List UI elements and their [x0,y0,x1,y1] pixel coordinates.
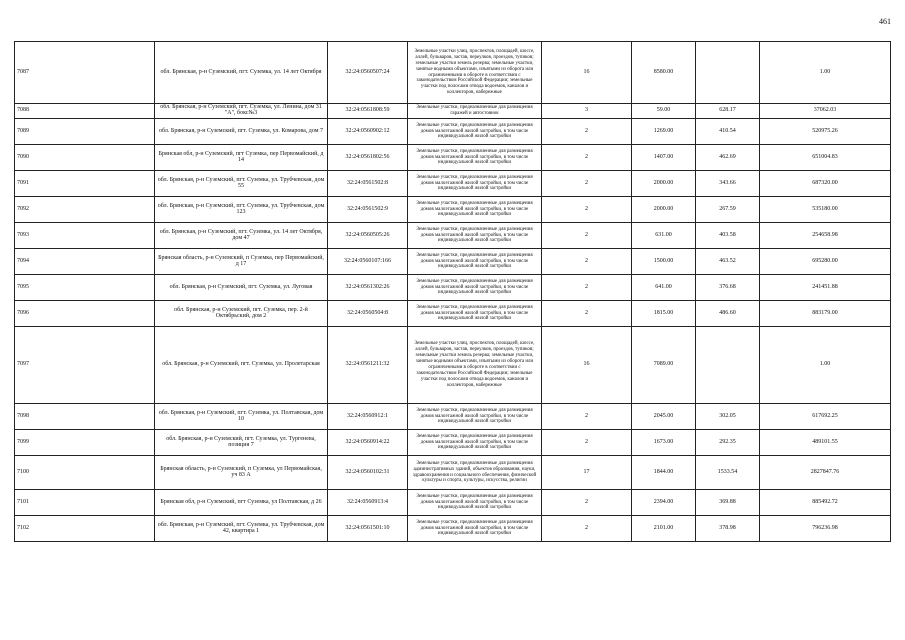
specific-value-cell: 369.88 [696,490,760,516]
area-cell: 8580.00 [632,42,696,104]
cadastral-value-cell: 1.00 [760,42,891,104]
cadastral-number-cell: 32:24:0560914:22 [328,430,408,456]
address-cell: обл. Брянская, р-н Суземский, пгт. Суземка, ул. 14 лет Октября [155,42,328,104]
cadastral-value-cell: 687320.00 [760,171,891,197]
group-number-cell: 2 [542,145,632,171]
group-number-cell: 17 [542,456,632,490]
cadastral-number-cell: 32:24:0561211:32 [328,327,408,404]
cadastral-number-cell: 32:24:0560912:1 [328,404,408,430]
row-number: 7093 [15,223,155,249]
cadastral-number-cell: 32:24:0561502:8 [328,171,408,197]
row-number: 7100 [15,456,155,490]
specific-value-cell: 267.59 [696,197,760,223]
land-category-cell: Земельные участки улиц, проспектов, площадей, шоссе, аллей, бульваров, застав, переулков, проездов, тупиков; земельные участки земель резерва; земельные участки, занятые водными объектами, изъятыми из оборота или ограниченными в обороте в соответствии с законодательством Российской Федерации; земельные участки под полосами отвода водоемов, каналов и коллекторов, набережные [408,327,542,404]
land-category-cell: Земельные участки, предназначенные для размещения домов малоэтажной жилой застройки, в том числе индивидуальной жилой застройки [408,145,542,171]
area-cell: 641.00 [632,275,696,301]
address-cell: обл. Брянская, р-н Суземский, пгт. Суземка, ул. Трубчевская, дом 123 [155,197,328,223]
address-cell: обл. Брянская, р-н Суземский, пгт. Суземка, пер. 2-й Октябрьский, дом 2 [155,301,328,327]
cadastral-number-cell: 32:24:0560102:31 [328,456,408,490]
cadastral-number-cell: 32:24:0561501:10 [328,516,408,542]
area-cell: 1269.00 [632,119,696,145]
table-row [15,104,891,119]
cadastral-number-cell: 32:24:0561502:9 [328,197,408,223]
land-category-cell: Земельные участки улиц, проспектов, площадей, шоссе, аллей, бульваров, застав, переулков, проездов, тупиков; земельные участки земель резерва; земельные участки, занятые водными объектами, изъятыми из оборота или ограниченными в обороте в соответствии с законодательством Российской Федерации; земельные участки под полосами отвода водоемов, каналов и коллекторов, набережные [408,42,542,104]
group-number-cell: 2 [542,171,632,197]
table-row [15,516,891,542]
land-category-cell: Земельные участки, предназначенные для размещения домов малоэтажной жилой застройки, в том числе индивидуальной жилой застройки [408,404,542,430]
land-register-table [14,41,891,542]
specific-value-cell: 343.66 [696,171,760,197]
row-number: 7094 [15,249,155,275]
cadastral-value-cell: 651004.83 [760,145,891,171]
land-category-cell: Земельные участки, предназначенные для размещения домов малоэтажной жилой застройки, в том числе индивидуальной жилой застройки [408,490,542,516]
group-number-cell: 3 [542,104,632,119]
land-category-cell: Земельные участки, предназначенные для размещения домов малоэтажной жилой застройки, в том числе индивидуальной жилой застройки [408,249,542,275]
row-number: 7099 [15,430,155,456]
table-body [15,42,891,542]
cadastral-number-cell: 32:24:0561808:59 [328,104,408,119]
group-number-cell: 16 [542,42,632,104]
cadastral-number-cell: 32:24:0561302:26 [328,275,408,301]
cadastral-number-cell: 32:24:0560902:12 [328,119,408,145]
table-row [15,197,891,223]
cadastral-number-cell: 32:24:0560505:26 [328,223,408,249]
land-category-cell: Земельные участки, предназначенные для размещения домов малоэтажной жилой застройки, в том числе индивидуальной жилой застройки [408,171,542,197]
area-cell: 2000.00 [632,197,696,223]
specific-value-cell: 410.54 [696,119,760,145]
land-category-cell: Земельные участки, предназначенные для размещения гаражей и автостоянок [408,104,542,119]
address-cell: Брянская обл, р-н Суземский, пгт Суземка, ул Полтавская, д 26 [155,490,328,516]
page-number: 461 [879,17,891,26]
address-cell: обл. Брянская, р-н Суземский, пгт. Суземка, ул. Трубчевская, дом 55 [155,171,328,197]
land-category-cell: Земельные участки, предназначенные для размещения административных зданий, объектов образования, науки, здравоохранения и социального обеспечения, физической культуры и спорта, культуры, искусства, религии [408,456,542,490]
table-row [15,490,891,516]
address-cell: обл. Брянская, р-н Суземский, пгт. Суземка, ул. 14 лет Октября, дом 47 [155,223,328,249]
specific-value-cell: 378.98 [696,516,760,542]
row-number: 7087 [15,42,155,104]
cadastral-value-cell: 883179.00 [760,301,891,327]
group-number-cell: 2 [542,516,632,542]
specific-value-cell: 486.60 [696,301,760,327]
address-cell: обл. Брянская, р-н Суземский, пгт. Суземка, ул. Луговая [155,275,328,301]
specific-value-cell: 403.58 [696,223,760,249]
cadastral-number-cell: 32:24:0560504:8 [328,301,408,327]
table-row [15,171,891,197]
area-cell: 1407.00 [632,145,696,171]
cadastral-number-cell: 32:24:0560913:4 [328,490,408,516]
group-number-cell: 2 [542,249,632,275]
area-cell: 2394.00 [632,490,696,516]
group-number-cell: 2 [542,119,632,145]
group-number-cell: 2 [542,275,632,301]
cadastral-value-cell: 254658.98 [760,223,891,249]
land-category-cell: Земельные участки, предназначенные для размещения домов малоэтажной жилой застройки, в том числе индивидуальной жилой застройки [408,516,542,542]
specific-value-cell: 376.68 [696,275,760,301]
land-category-cell: Земельные участки, предназначенные для размещения домов малоэтажной жилой застройки, в том числе индивидуальной жилой застройки [408,275,542,301]
group-number-cell: 2 [542,404,632,430]
table-row [15,275,891,301]
group-number-cell: 2 [542,223,632,249]
cadastral-value-cell: 2827847.76 [760,456,891,490]
row-number: 7102 [15,516,155,542]
address-cell: обл. Брянская, р-н Суземский, пгт. Суземка, ул. Ленина, дом 31 "А", бокс№3 [155,104,328,119]
specific-value-cell: 302.05 [696,404,760,430]
table-row [15,223,891,249]
row-number: 7098 [15,404,155,430]
cadastral-value-cell: 885492.72 [760,490,891,516]
cadastral-value-cell: 520975.26 [760,119,891,145]
row-number: 7096 [15,301,155,327]
table-row [15,404,891,430]
cadastral-value-cell: 1.00 [760,327,891,404]
cadastral-number-cell: 32:24:0561802:56 [328,145,408,171]
cadastral-value-cell: 695280.00 [760,249,891,275]
land-category-cell: Земельные участки, предназначенные для размещения домов малоэтажной жилой застройки, в том числе индивидуальной жилой застройки [408,197,542,223]
area-cell: 1844.00 [632,456,696,490]
table-row [15,430,891,456]
table-row [15,145,891,171]
cadastral-value-cell: 489101.55 [760,430,891,456]
address-cell: Брянская область, р-н Суземский, п Суземка, пер Первомайский, д 17 [155,249,328,275]
group-number-cell: 2 [542,197,632,223]
group-number-cell: 2 [542,301,632,327]
area-cell: 2000.00 [632,171,696,197]
address-cell: Брянская область, р-н Суземский, п Суземка, ул Первомайская, уч 83 А [155,456,328,490]
specific-value-cell [696,327,760,404]
specific-value-cell: 292.35 [696,430,760,456]
cadastral-number-cell: 32:24:0560507:24 [328,42,408,104]
row-number: 7089 [15,119,155,145]
land-category-cell: Земельные участки, предназначенные для размещения домов малоэтажной жилой застройки, в том числе индивидуальной жилой застройки [408,119,542,145]
specific-value-cell: 1533.54 [696,456,760,490]
table-row [15,42,891,104]
area-cell: 631.00 [632,223,696,249]
row-number: 7101 [15,490,155,516]
table-row [15,249,891,275]
address-cell: обл. Брянская, р-н Суземский, пгт. Суземка, ул. Полтавская, дом 10 [155,404,328,430]
land-category-cell: Земельные участки, предназначенные для размещения домов малоэтажной жилой застройки, в том числе индивидуальной жилой застройки [408,301,542,327]
cadastral-value-cell: 37062.03 [760,104,891,119]
area-cell: 1815.00 [632,301,696,327]
table-row [15,119,891,145]
table-row [15,456,891,490]
area-cell: 2101.00 [632,516,696,542]
land-category-cell: Земельные участки, предназначенные для размещения домов малоэтажной жилой застройки, в том числе индивидуальной жилой застройки [408,223,542,249]
area-cell: 7089.00 [632,327,696,404]
row-number: 7091 [15,171,155,197]
row-number: 7097 [15,327,155,404]
group-number-cell: 2 [542,430,632,456]
cadastral-value-cell: 535180.00 [760,197,891,223]
row-number: 7088 [15,104,155,119]
cadastral-value-cell: 617692.25 [760,404,891,430]
group-number-cell: 2 [542,490,632,516]
specific-value-cell: 628.17 [696,104,760,119]
cadastral-value-cell: 796236.98 [760,516,891,542]
specific-value-cell [696,42,760,104]
specific-value-cell: 462.69 [696,145,760,171]
group-number-cell: 16 [542,327,632,404]
cadastral-number-cell: 32:24:0560107:166 [328,249,408,275]
cadastral-value-cell: 241451.88 [760,275,891,301]
area-cell: 1500.00 [632,249,696,275]
area-cell: 2045.00 [632,404,696,430]
address-cell: обл. Брянская, р-н Суземский, пгт. Суземка, ул. Комарова, дом 7 [155,119,328,145]
area-cell: 1673.00 [632,430,696,456]
address-cell: обл. Брянская, р-н Суземский, пгт. Суземка, ул. Пролетарская [155,327,328,404]
specific-value-cell: 463.52 [696,249,760,275]
address-cell: обл. Брянская, р-н Суземский, пгт. Суземка, ул. Трубчевская, дом 42, квартира 1 [155,516,328,542]
land-category-cell: Земельные участки, предназначенные для размещения домов малоэтажной жилой застройки, в том числе индивидуальной жилой застройки [408,430,542,456]
address-cell: Брянская обл, р-н Суземский, пгт Суземка, пер Первомайский, д 14 [155,145,328,171]
row-number: 7090 [15,145,155,171]
row-number: 7092 [15,197,155,223]
row-number: 7095 [15,275,155,301]
table-row [15,301,891,327]
table-row [15,327,891,404]
address-cell: обл. Брянская, р-н Суземский, пгт. Суземка, ул. Тургенева, позиция 7 [155,430,328,456]
area-cell: 59.00 [632,104,696,119]
